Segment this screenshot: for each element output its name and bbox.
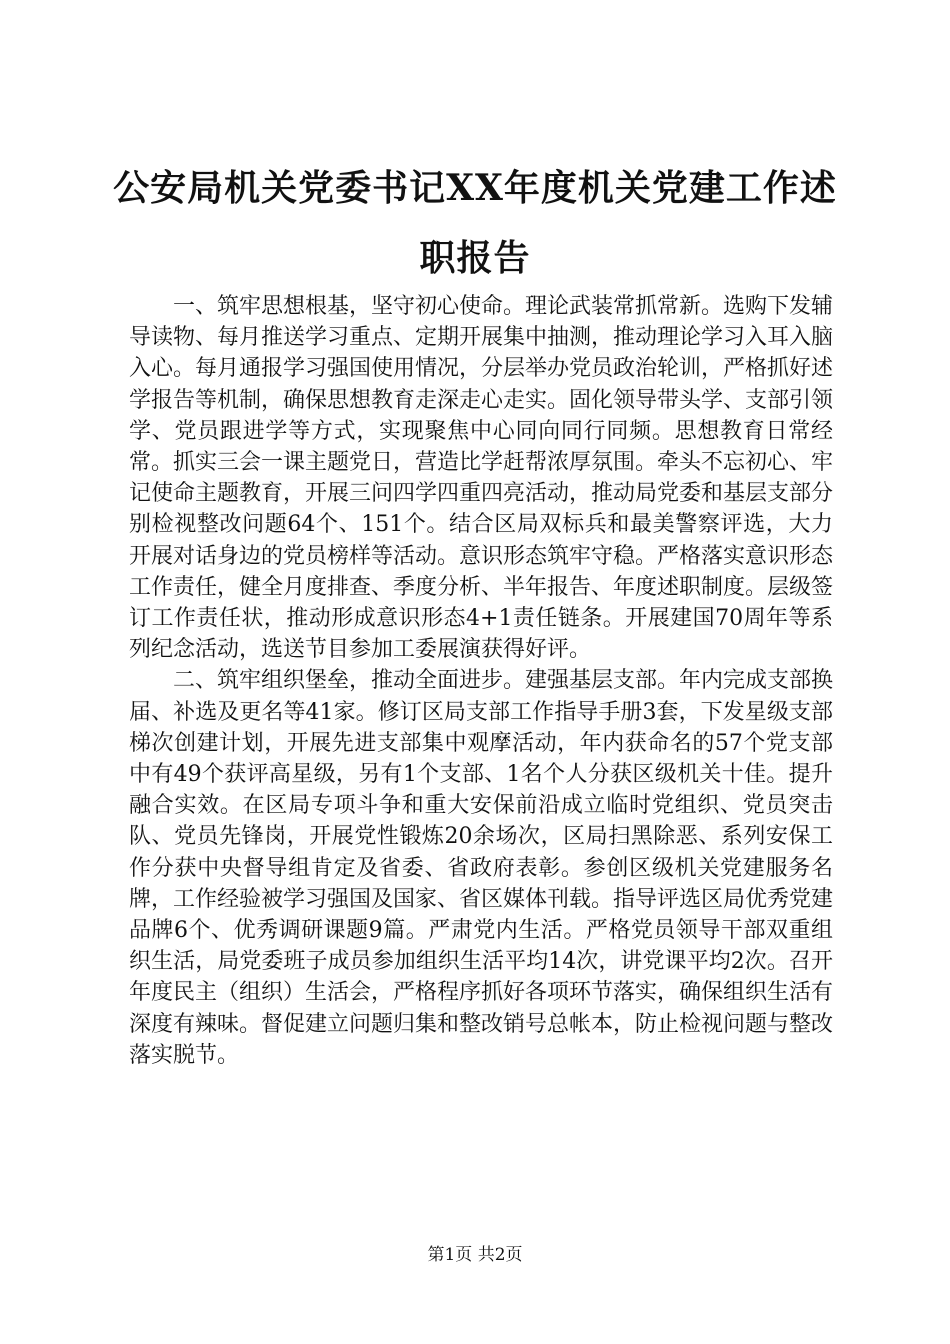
document-title: 公安局机关党委书记XX年度机关党建工作述职报告 xyxy=(113,167,837,279)
page-number-footer: 第1页 共2页 xyxy=(427,1245,523,1265)
document-body xyxy=(129,291,833,1071)
paragraph-1: 一、筑牢思想根基，坚守初心使命。理论武装常抓常新。选购下发辅导读物、每月推送学习重点、定期开展集中抽测，推动理论学习入耳入脑入心。每月通报学习强国使用情况，分层举办党员政治轮训，严格抓好述学报告等机制，确保思想教育走深走心走实。固化领导带头学、支部引领学、党员跟进学等方式，实现聚焦中心同向同行同频。思想教育日常经常。抓实三会一课主题党日，营造比学赶帮浓厚氛围。牵头不忘初心、牢记使命主题教育，开展三问四学四重四亮活动，推动局党委和基层支部分别检视整改问题64个、151个。结合区局双标兵和最美警察评选，大力开展对话身边的党员榜样等活动。意识形态筑牢守稳。严格落实意识形态工作责任，健全月度排查、季度分析、半年报告、年度述职制度。层级签订工作责任状，推动形成意识形态4+1责任链条。开展建国70周年等系列纪念活动，选送节目参加工委展演获得好评。 xyxy=(129,294,834,663)
paragraph-2: 二、筑牢组织堡垒，推动全面进步。建强基层支部。年内完成支部换届、补选及更名等41家。修订区局支部工作指导手册3套，下发星级支部梯次创建计划，开展先进支部集中观摩活动，年内获命名的57个党支部中有49个获评高星级，另有1个支部、1名个人分获区级机关十佳。提升融合实效。在区局专项斗争和重大安保前沿成立临时党组织、党员突击队、党员先锋岗，开展党性锻炼20余场次，区局扫黑除恶、系列安保工作分获中央督导组肯定及省委、省政府表彰。参创区级机关党建服务名牌，工作经验被学习强国及国家、省区媒体刊载。指导评选区局优秀党建品牌6个、优秀调研课题9篇。严肃党内生活。严格党员领导干部双重组织生活，局党委班子成员参加组织生活平均14次，讲党课平均2次。召开年度民主（组织）生活会，严格程序抓好各项环节落实，确保组织生活有深度有辣味。督促建立问题归集和整改销号总帐本，防止检视问题与整改落实脱节。 xyxy=(129,668,834,1068)
